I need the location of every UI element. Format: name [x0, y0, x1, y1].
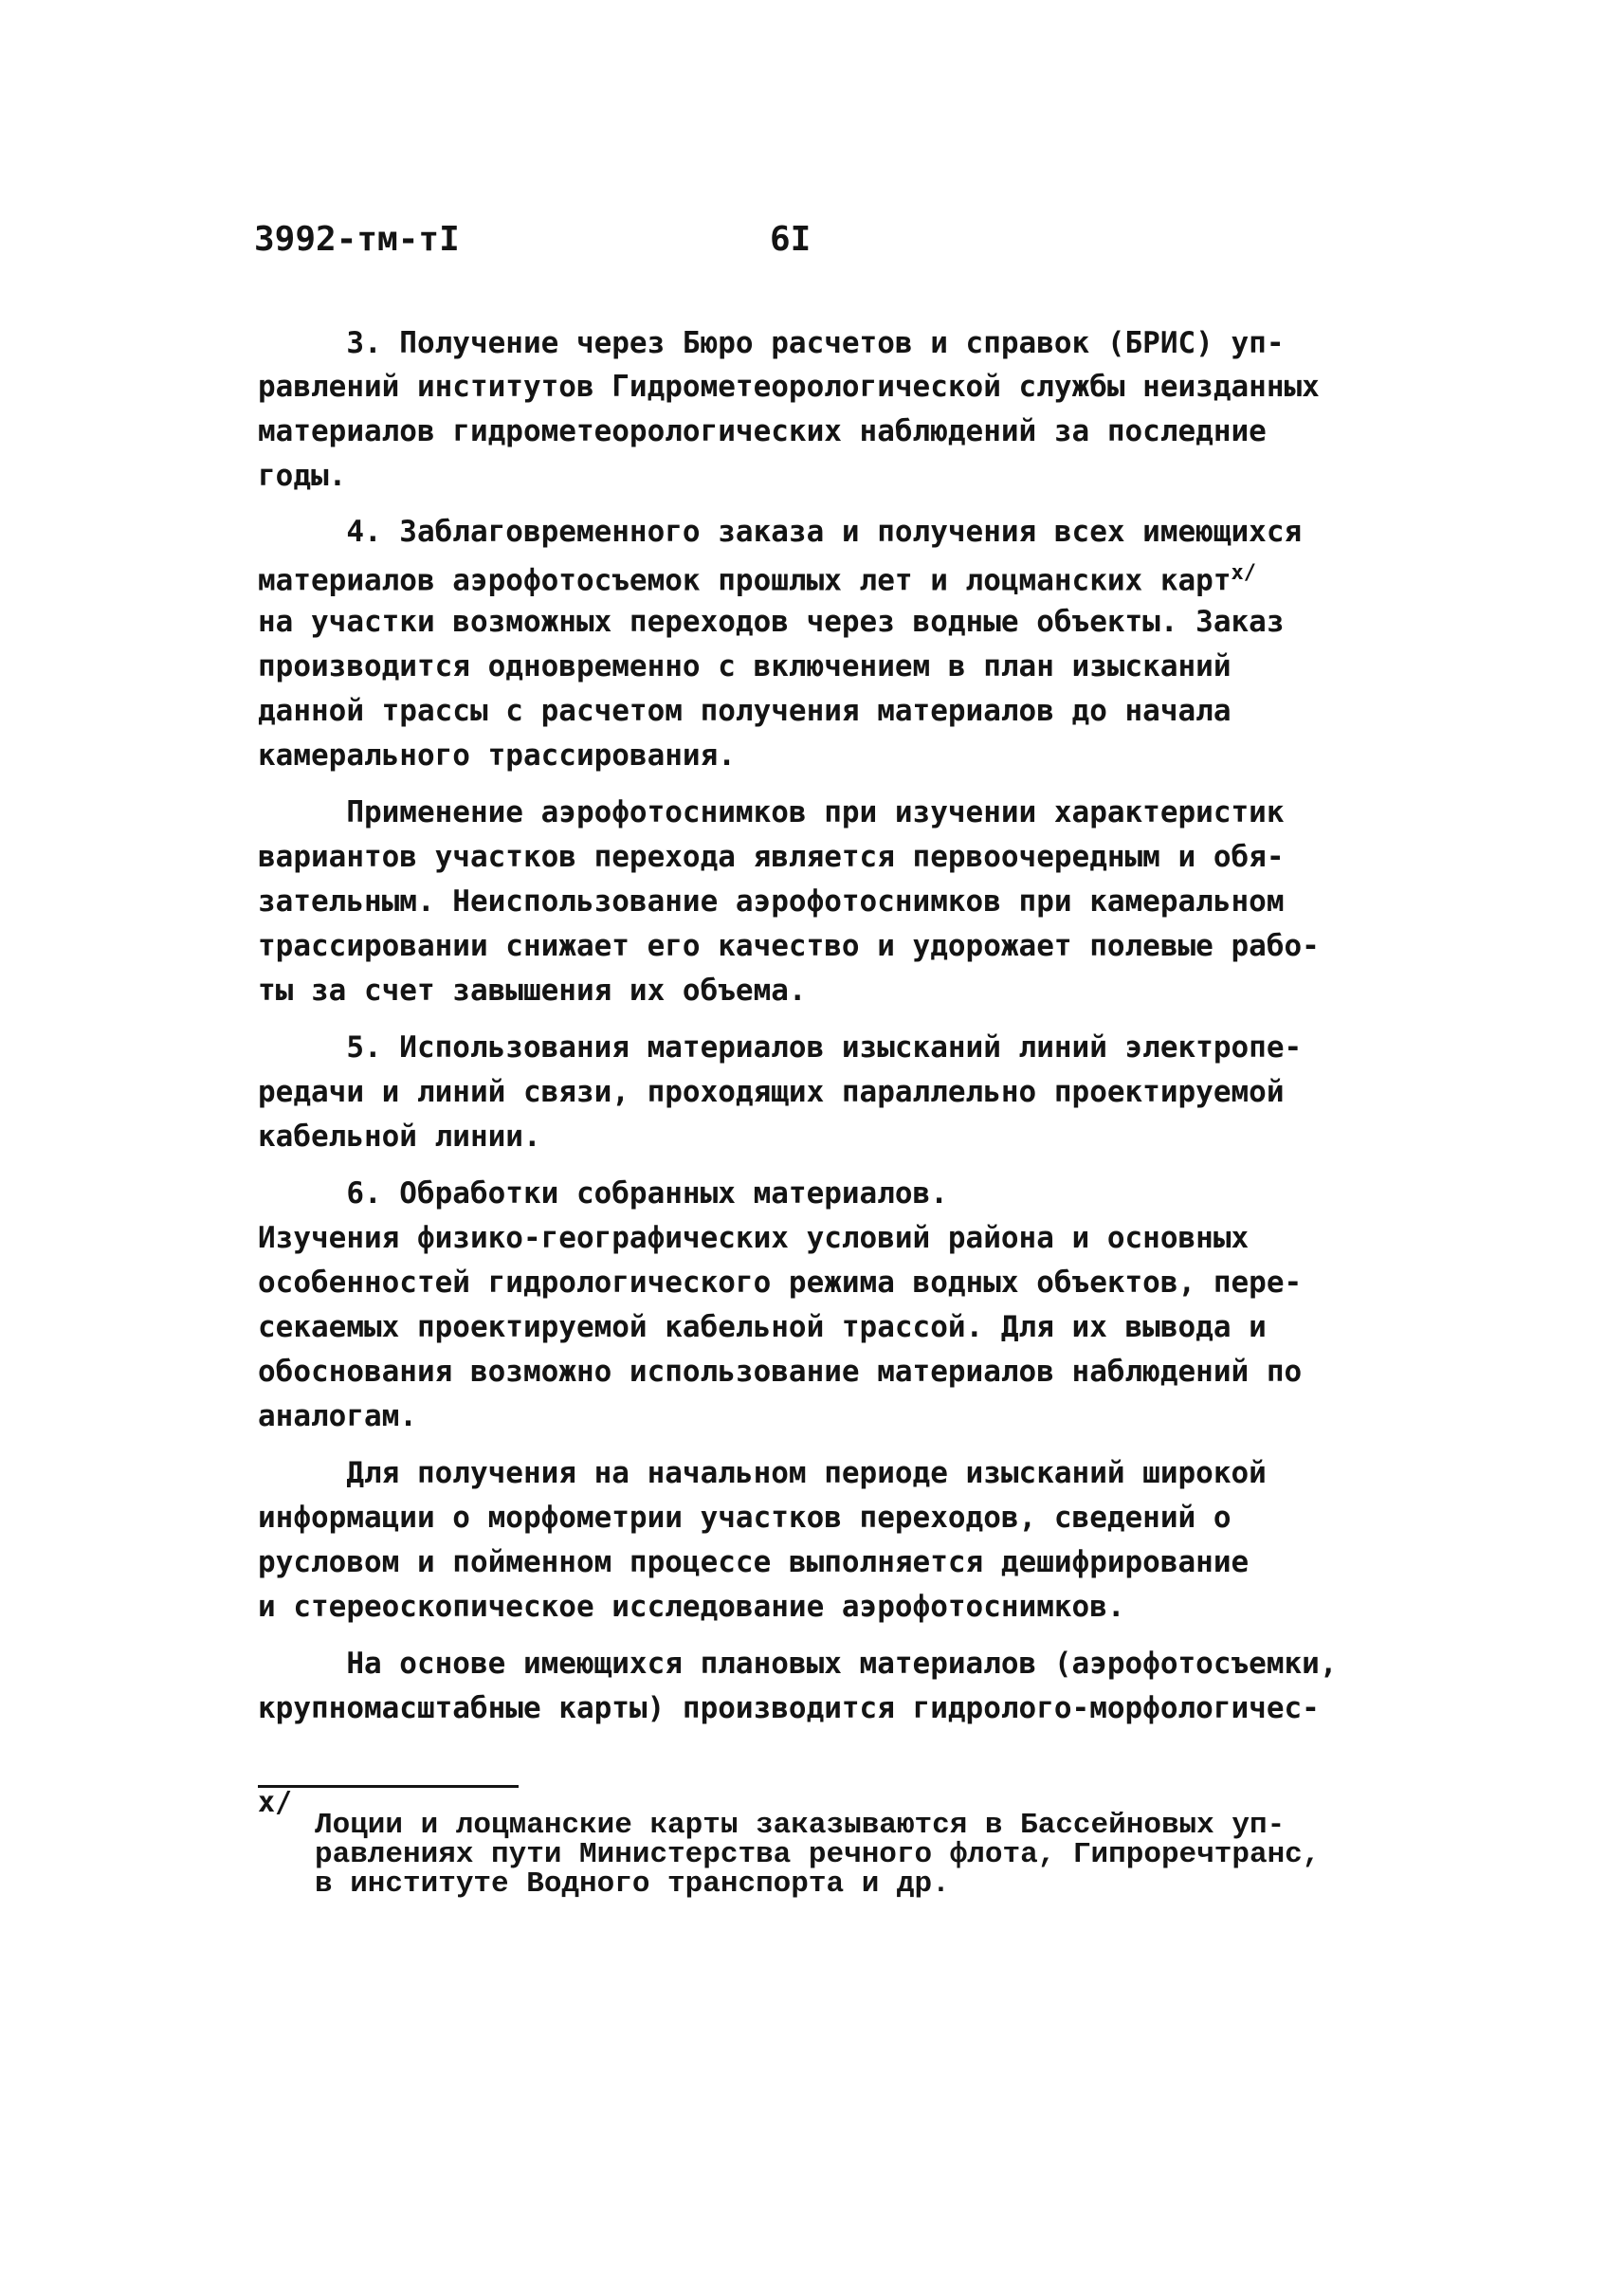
- footnote-line: в институте Водного транспорта и др.: [315, 1867, 950, 1901]
- body-line: крупномасштабные карты) производится гидролого-морфологичес-: [258, 1691, 1320, 1725]
- body-line: производится одновременно с включением в план изысканий: [258, 649, 1232, 683]
- body-line: русловом и пойменном процессе выполняется дешифрирование: [258, 1545, 1250, 1579]
- body-line: Для получения на начальном периоде изысканий широкой: [258, 1456, 1267, 1490]
- document-code: 3992-тм-тI: [254, 220, 460, 259]
- body-line: равлений институтов Гидрометеорологической службы неизданных: [258, 370, 1320, 404]
- body-line: трассировании снижает его качество и удорожает полевые рабо-: [258, 929, 1320, 963]
- body-line: на участки возможных переходов через водные объекты. Заказ: [258, 605, 1285, 639]
- body-line: и стереоскопическое исследование аэрофотоснимков.: [258, 1590, 1125, 1624]
- body-line: 6. Обработки собранных материалов.: [258, 1176, 948, 1211]
- body-line: 5. Использования материалов изысканий линий электропе-: [258, 1030, 1303, 1065]
- body-line: Применение аэрофотоснимков при изучении характеристик: [258, 795, 1285, 829]
- footnote-reference: х/: [1231, 561, 1256, 585]
- page-number: 6I: [770, 220, 812, 259]
- body-line: ты за счет завышения их объема.: [258, 974, 807, 1008]
- footnote-marker: х/: [258, 1786, 293, 1819]
- footnote-separator: [258, 1785, 519, 1788]
- body-line: 4. Заблаговременного заказа и получения всех имеющихся: [258, 515, 1303, 549]
- body-line-with-ref: [258, 561, 1256, 598]
- body-line: секаемых проектируемой кабельной трассой. Для их вывода и: [258, 1310, 1267, 1344]
- body-line: редачи и линий связи, проходящих параллельно проектируемой: [258, 1075, 1285, 1109]
- body-line: 3. Получение через Бюро расчетов и справок (БРИС) уп-: [258, 326, 1285, 360]
- body-line: материалов гидрометеорологических наблюдений за последние: [258, 414, 1267, 448]
- body-line: зательным. Неиспользование аэрофотоснимков при камеральном: [258, 884, 1285, 919]
- footnote-line: Лоции и лоцманские карты заказываются в Бассейновых уп-: [315, 1809, 1286, 1842]
- body-line: особенностей гидрологического режима водных объектов, пере-: [258, 1266, 1303, 1300]
- body-line-text: материалов аэрофотосъемок прошлых лет и лоцманских карт: [258, 563, 1232, 598]
- body-line: обоснования возможно использование материалов наблюдений по: [258, 1355, 1303, 1389]
- body-line: информации о морфометрии участков переходов, сведений о: [258, 1501, 1232, 1535]
- body-line: вариантов участков перехода является первоочередным и обя-: [258, 840, 1285, 874]
- body-line: данной трассы с расчетом получения материалов до начала: [258, 694, 1232, 728]
- body-line: кабельной линии.: [258, 1120, 541, 1154]
- body-line: Изучения физико-географических условий района и основных: [258, 1221, 1250, 1255]
- body-line: годы.: [258, 459, 347, 493]
- body-line: На основе имеющихся плановых материалов (аэрофотосъемки,: [258, 1647, 1338, 1681]
- footnote-line: равлениях пути Министерства речного флота, Гипроречтранс,: [315, 1838, 1321, 1871]
- body-line: аналогам.: [258, 1399, 417, 1433]
- body-line: камерального трассирования.: [258, 738, 736, 773]
